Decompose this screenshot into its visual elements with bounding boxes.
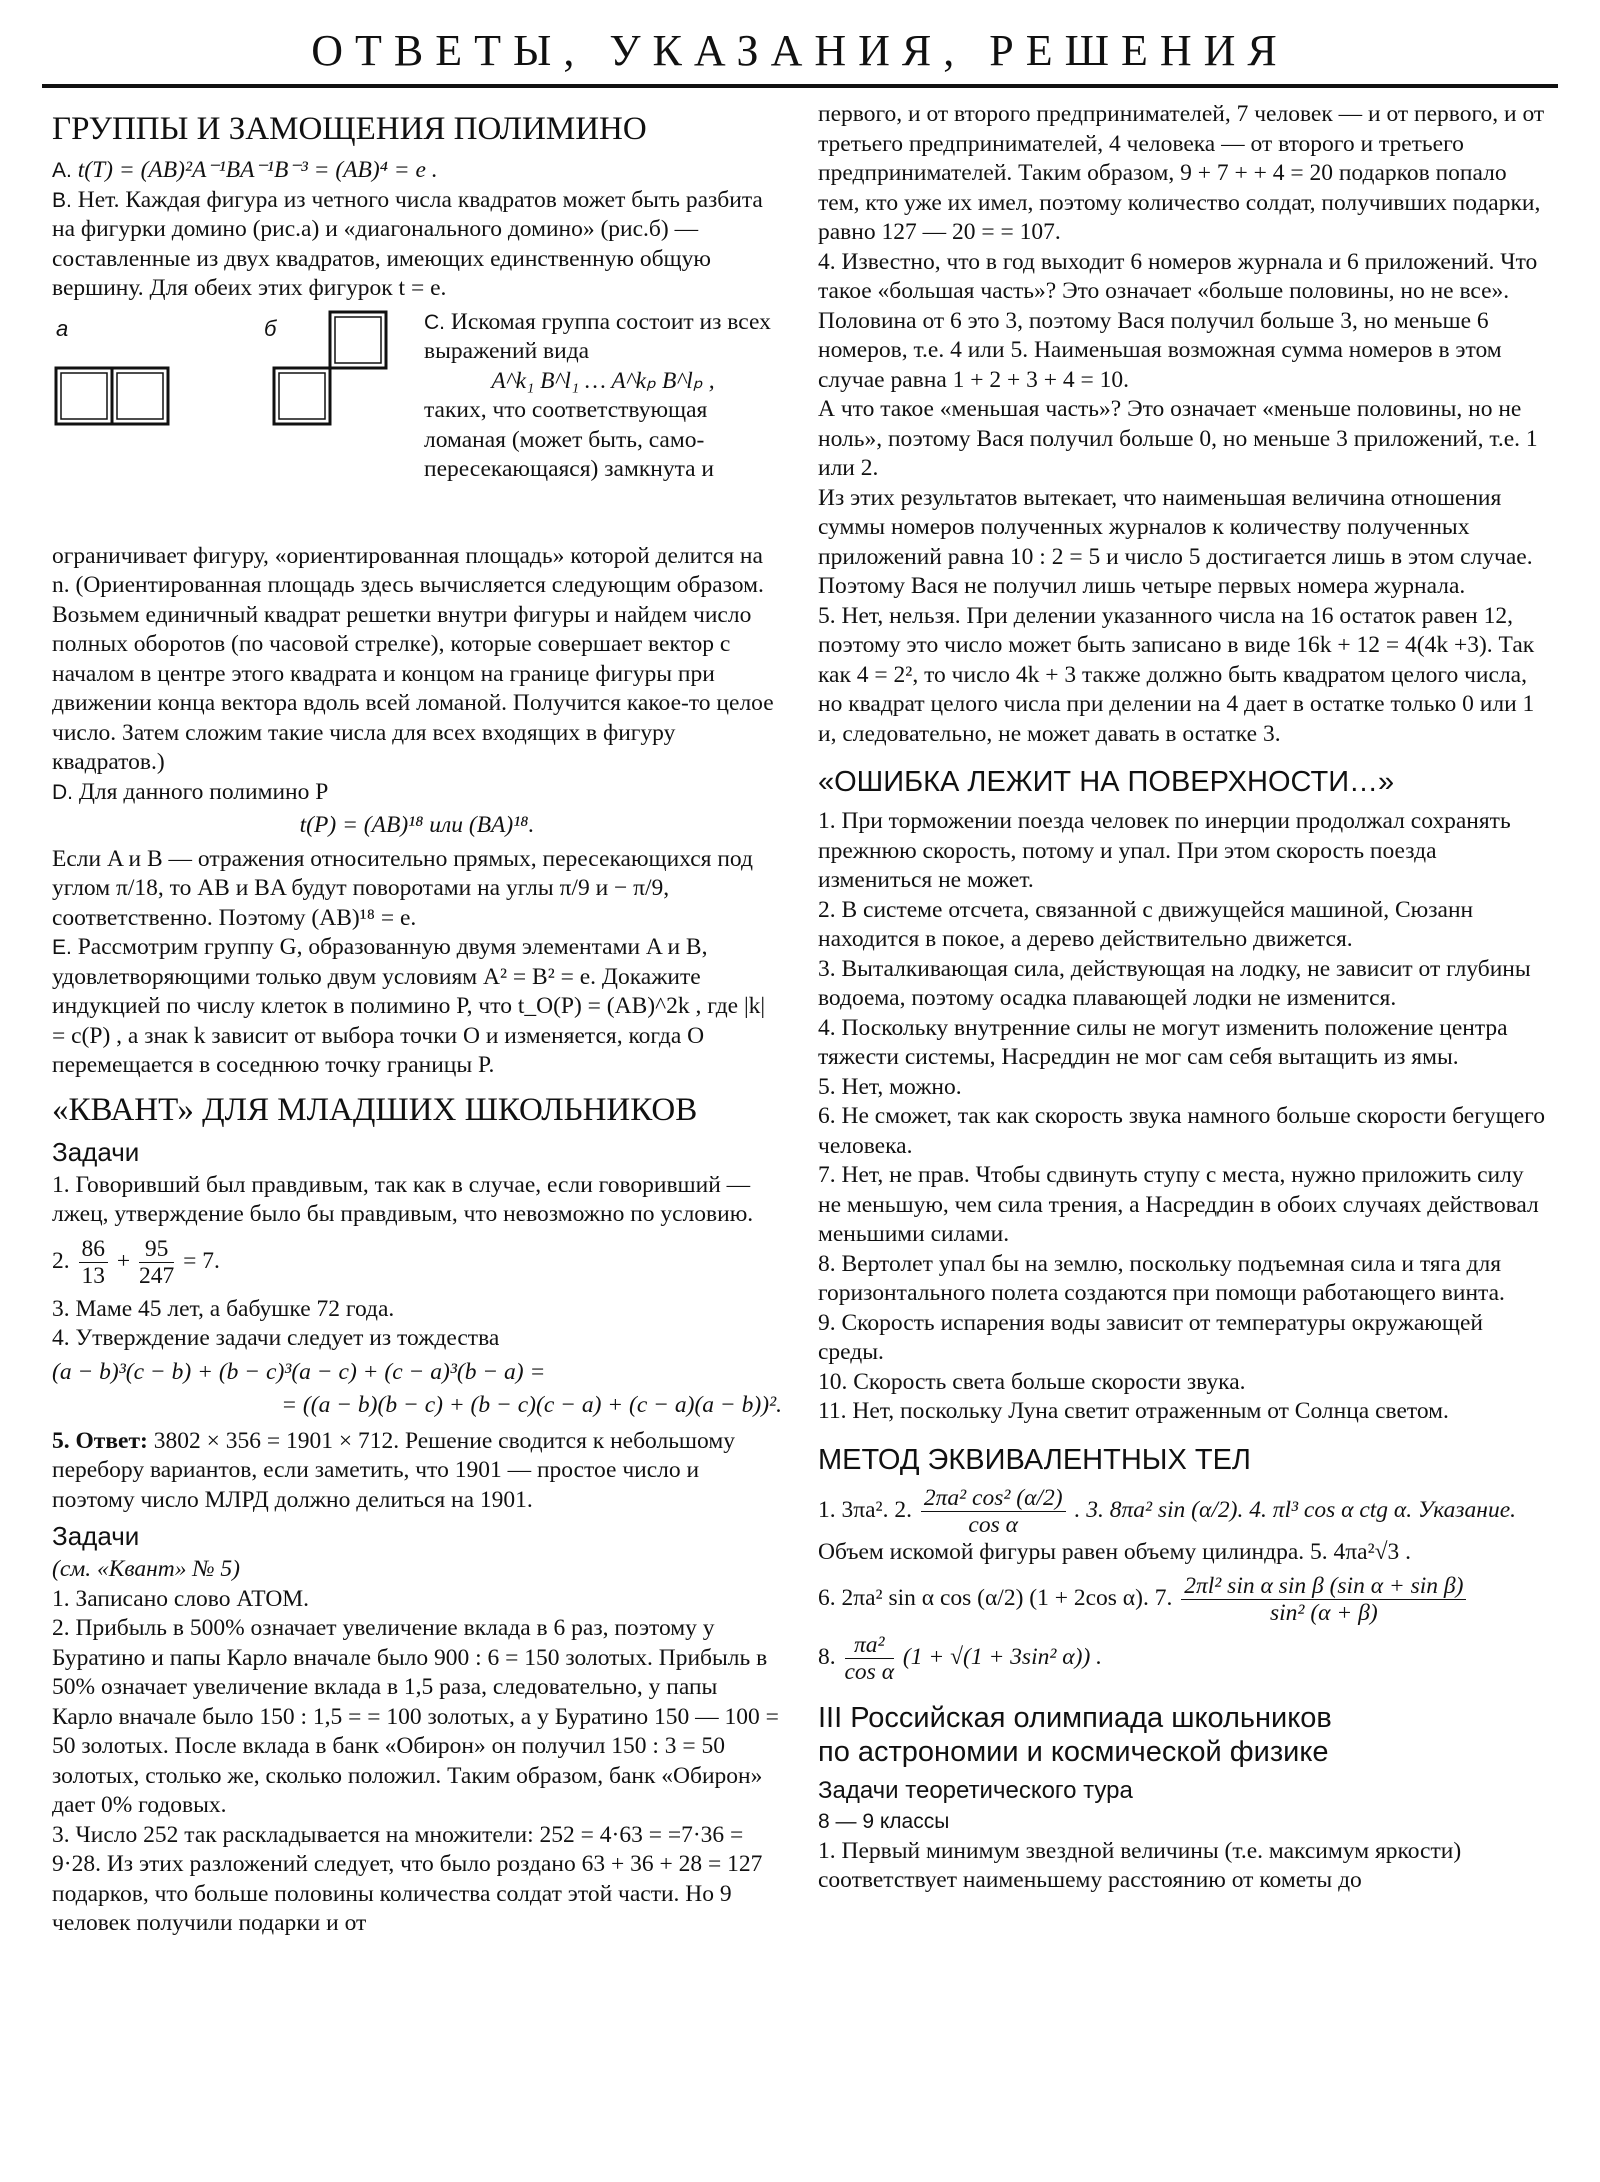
figure-a-label: а (56, 315, 69, 341)
olympiad-subheading: Задачи теоретического тура (818, 1777, 1133, 1804)
error-item: 9. Скорость испарения воды зависит от температуры окружающей среды. (818, 1309, 1483, 1365)
answer-a (52, 156, 782, 186)
section-title-kvant: «КВАНТ» ДЛЯ МЛАДШИХ ШКОЛЬНИКОВ (52, 1091, 698, 1128)
identity-line-1: (a − b)³(c − b) + (b − c)³(a − c) + (c − a)³(b − a) = (52, 1358, 546, 1385)
denominator: sin² (α + β) (1270, 1600, 1378, 1626)
fraction-86-13 (79, 1236, 109, 1289)
numerator: 2πa² cos² (α/2) (921, 1485, 1066, 1512)
answer-c-label: C. (424, 310, 445, 334)
domino-figures (52, 308, 412, 542)
tasks2-heading: Задачи (52, 1521, 140, 1551)
denominator: 13 (81, 1262, 105, 1289)
answer-e-text: Рассмотрим группу G, образованную двумя элементами A и B, удовлетворяющими только двум условиям A² = B² = e. Докажите индукцией по числу клеток в полимино P, что t_O(P) = (AB)^2k , где |k| = c(P) , а знак k зависит от выбора точки O и изменяется, когда O перемещается в соседнюю точку границы P. (52, 934, 766, 1078)
section-title-polyomino: ГРУППЫ И ЗАМОЩЕНИЯ ПОЛИМИНО (52, 111, 647, 147)
kvant-item-4: 4. Утверждение задачи следует из тождества (52, 1325, 500, 1351)
answer-d-label: D. (52, 780, 73, 804)
equiv-hint-label: Указание. (1418, 1496, 1517, 1523)
kvant2-item-5: 5. Нет, нельзя. При делении указанного числа на 16 остаток равен 12, поэтому это число может быть записано в виде 16k + 12 = 4(4k +3). Так как 4 = 2², то число 4k + 3 также должно быть квадратом целого числа, но квадрат целого числа при делении на 4 дает в остатке только 0 или 1 и, следовательно, не может давать в остатке 3. (818, 602, 1535, 747)
error-item: 5. Нет, можно. (818, 1073, 962, 1100)
equiv-fraction-7 (1181, 1573, 1466, 1626)
numerator: πa² (845, 1632, 895, 1659)
answer-d-text1: Для данного полимино P (78, 778, 329, 805)
answer-e-label: E. (52, 936, 72, 959)
kvant-item-2: 2. $\frac{86}{13}$ + $\frac{95}{247}$ = 7. (52, 1235, 220, 1289)
denominator: cos α (968, 1511, 1018, 1538)
answer-d-formula: t(P) = (AB)¹⁸ или (BA)¹⁸. (299, 812, 535, 838)
equiv-8-expr: (1 + √(1 + 3sin² α)) . (902, 1643, 1103, 1670)
section-title-equivalent: МЕТОД ЭКВИВАЛЕНТНЫХ ТЕЛ (818, 1443, 1251, 1476)
kvant2-item-3: 3. Число 252 так раскладывается на множители: 252 = 4·63 = =7·36 = 9·28. Из этих разложений следует, что было роздано 63 + 36 + 28 = 127 подарков, что больше половины количества солдат этой части. Но 9 человек получили подарки и от (52, 1821, 763, 1936)
equiv-line-4 (818, 1632, 1548, 1685)
error-item: 11. Нет, поскольку Луна светит отраженным от Солнца светом. (818, 1398, 1449, 1424)
numerator: 86 (79, 1236, 109, 1263)
identity-line-2: = ((a − b)(b − c) + (b − c)(c − a) + (c − a)(a − b))². (281, 1392, 782, 1418)
numerator: 95 (139, 1236, 174, 1263)
header-title: ОТВЕТЫ, УКАЗАНИЯ, РЕШЕНИЯ (311, 26, 1289, 75)
kvant2-item-2: 2. Прибыль в 500% означает увеличение вклада в 6 раз, поэтому у Буратино и папы Карло вначале было 900 : 6 = 150 золотых. Прибыль в 50% означает увеличение вклада в 1,5 раза, следовательно, у папы Карло вначале было 150 : 1,5 = = 100 золотых, а у Буратино 150 — 100 = 50 золотых. После вклада в банк «Обирон» он получил 150 : 3 = 50 золотых, столько же, сколько положил. Таким образом, банк «Обирон» дает 0% годовых. (52, 1615, 779, 1818)
kvant2-item-1: 1. Записано слово АТОМ. (52, 1585, 310, 1612)
error-item: 4. Поскольку внутренние силы не могут изменить положение центра тяжести системы, Насреддин не мог сам себя вытащить из ямы. (818, 1014, 1508, 1070)
equiv-fraction-8 (845, 1632, 895, 1685)
tasks2-reference: (см. «Квант» № 5) (52, 1556, 241, 1582)
numerator: 2πl² sin α sin β (sin α + sin β) (1181, 1573, 1466, 1600)
equiv-3-4: . 3. 8πa² sin (α/2). 4. πl³ cos α ctg α. (1074, 1496, 1413, 1523)
tasks-heading: Задачи (52, 1136, 140, 1167)
olympiad-grade: 8 — 9 классы (818, 1810, 950, 1833)
answer-c-text1: Искомая группа состоит из всех выражений вида (424, 308, 771, 364)
error-item: 1. При торможении поезда человек по инерции продолжал сохранять прежнюю скорость, потому и упал. При этом скорость поезда измениться не может. (818, 808, 1511, 893)
answer-e (52, 933, 782, 1081)
section-title-olympiad-1: III Российская олимпиада школьников (818, 1702, 1332, 1734)
answer-c-text2: таких, что соответствующая ломаная (может быть, самопересекающаяся) замкнута и (424, 397, 715, 482)
olympiad-problem-1: 1. Первый минимум звездной величины (т.е. максимум яркости) соответствует наименьшему расстоянию от кометы до (818, 1837, 1462, 1893)
kvant2-item-3-continued: первого, и от второго предпринимателей, 7 человек — и от первого, и от третьего предпринимателей, 4 человека — от второго и третьего предпринимателей. Таким образом, 9 + 7 + + 4 = 20 подарков попало тем, кто уже их имел, поэтому количество солдат, получивших подарки, равно 127 — 20 = = 107. (818, 101, 1545, 245)
answer-b (52, 186, 782, 304)
answer-b-text: Нет. Каждая фигура из четного числа квадратов может быть разбита на фигурки домино (рис.а) и «диагонального домино» (рис.б) — составленные из двух квадратов, имеющих единственную общую вершину. Для обеих этих фигурок t = e. (52, 186, 763, 301)
error-item: 2. В системе отсчета, связанной с движущейся машиной, Сюзанн находится в покое, а дерево действительно движется. (818, 896, 1474, 952)
kvant-item-5 (52, 1427, 782, 1516)
equiv-line-3 (818, 1573, 1548, 1626)
section-title-error: «ОШИБКА ЛЕЖИТ НА ПОВЕРХНОСТИ…» (818, 766, 1395, 798)
answer-c-intro (424, 308, 782, 485)
answer-c-formula: A^k₁ B^l₁ … A^kₚ B^lₚ , (491, 367, 715, 394)
kvant2-item-4c: Из этих результатов вытекает, что наименьшая величина отношения суммы номеров полученных журналов к количеству полученных приложений равна 10 : 2 = 5 и число 5 достигается лишь в этом случае. Поэтому Вася не получил лишь четыре первых номера журнала. (818, 484, 1533, 599)
answer-a-label: A. (52, 159, 72, 182)
figure-a-domino (56, 368, 168, 424)
equiv-line-2: Объем искомой фигуры равен объему цилиндра. 5. 4πa²√3 . (818, 1538, 1412, 1565)
equiv-line-1 (818, 1485, 1548, 1538)
denominator: 247 (139, 1262, 175, 1289)
figure-b-label: б (264, 315, 277, 341)
answer-a-formula: t(T) = (AB)²A⁻¹BA⁻¹B⁻³ = (AB)⁴ = e . (77, 157, 438, 183)
kvant-item-5-text: 3802 × 356 = 1901 × 712. Решение сводится к небольшому перебору вариантов, если заметить, что 1901 — простое число и поэтому число МЛРД должно делиться на 1901. (52, 1427, 735, 1513)
kvant2-item-4b: А что такое «меньшая часть»? Это означает «меньше половины, но не ноль», поэтому Вася получил больше 0, но меньше 3 приложений, т.е. 1 или 2. (818, 396, 1538, 481)
section-title-olympiad-2: по астрономии и космической физике (818, 1736, 1329, 1768)
error-item: 7. Нет, не прав. Чтобы сдвинуть ступу с места, нужно приложить силу не меньшую, чем сила трения, а Насреддин в обоих случаях действовал меньшими силами. (818, 1162, 1539, 1247)
kvant-item-1: 1. Говоривший был правдивым, так как в случае, если говоривший — лжец, утверждение было бы правдивым, что невозможно по условию. (52, 1171, 754, 1227)
error-item: 6. Не сможет, так как скорость звука намного больше скорости бегущего человека. (818, 1103, 1545, 1159)
equiv-fraction-2 (921, 1485, 1066, 1538)
answer-d (52, 778, 782, 808)
kvant-item-5-label: 5. Ответ: (52, 1427, 148, 1454)
kvant-item-2-label: 2. (52, 1247, 70, 1274)
page-header (42, 18, 1558, 88)
left-column (52, 100, 782, 2160)
kvant2-item-4a: 4. Известно, что в год выходит 6 номеров журнала и 6 приложений. Что такое «большая часть»? Это означает «больше половины, но не все». Половина от 6 это 3, поэтому Вася получил больше 3, но меньше 6 номеров, т.е. 4 или 5. Наименьшая возможная сумма номеров в этом случае равна 1 + 2 + 3 + 4 = 10. (818, 248, 1538, 393)
kvant-item-2-result: = 7. (183, 1247, 220, 1274)
equiv-8-label: 8. (818, 1643, 836, 1670)
error-item: 3. Выталкивающая сила, действующая на лодку, не зависит от глубины водоема, поэтому осадка плавающей лодки не изменится. (818, 955, 1531, 1011)
kvant-item-3: 3. Маме 45 лет, а бабушке 72 года. (52, 1295, 395, 1322)
denominator: cos α (844, 1659, 895, 1685)
fraction-95-247 (139, 1236, 174, 1289)
answer-b-label: B. (52, 188, 72, 212)
figure-b-diagonal-domino (274, 312, 386, 424)
figure-block (52, 308, 782, 542)
equiv-1-2: 1. 3πa². 2. (818, 1496, 912, 1523)
error-item: 10. Скорость света больше скорости звука. (818, 1368, 1246, 1395)
error-item: 8. Вертолет упал бы на землю, поскольку подъемная сила и тяга для горизонтального полета создаются при помощи работающего винта. (818, 1250, 1505, 1306)
answer-d-text2: Если A и B — отражения относительно прямых, пересекающихся под углом π/18, то AB и BA будут поворотами на углы π/9 и − π/9, соответственно. Поэтому (AB)¹⁸ = e. (52, 845, 753, 931)
answer-c-text3: ограничивает фигуру, «ориентированная площадь» которой делится на n. (Ориентированная площадь здесь вычисляется следующим образом. Возьмем единичный квадрат решетки внутри фигуры и найдем число полных оборотов (по часовой стрелке), которые совершает вектор с началом в центре этого квадрата и концом на границе фигуры при движении конца вектора вдоль всей ломаной. Получится какое-то целое число. Затем сложим такие числа для всех входящих в фигуру квадратов.) (52, 542, 774, 775)
right-column (818, 100, 1548, 2160)
equiv-6-7: 6. 2πa² sin α cos (α/2) (1 + 2cos α). 7. (818, 1584, 1173, 1611)
